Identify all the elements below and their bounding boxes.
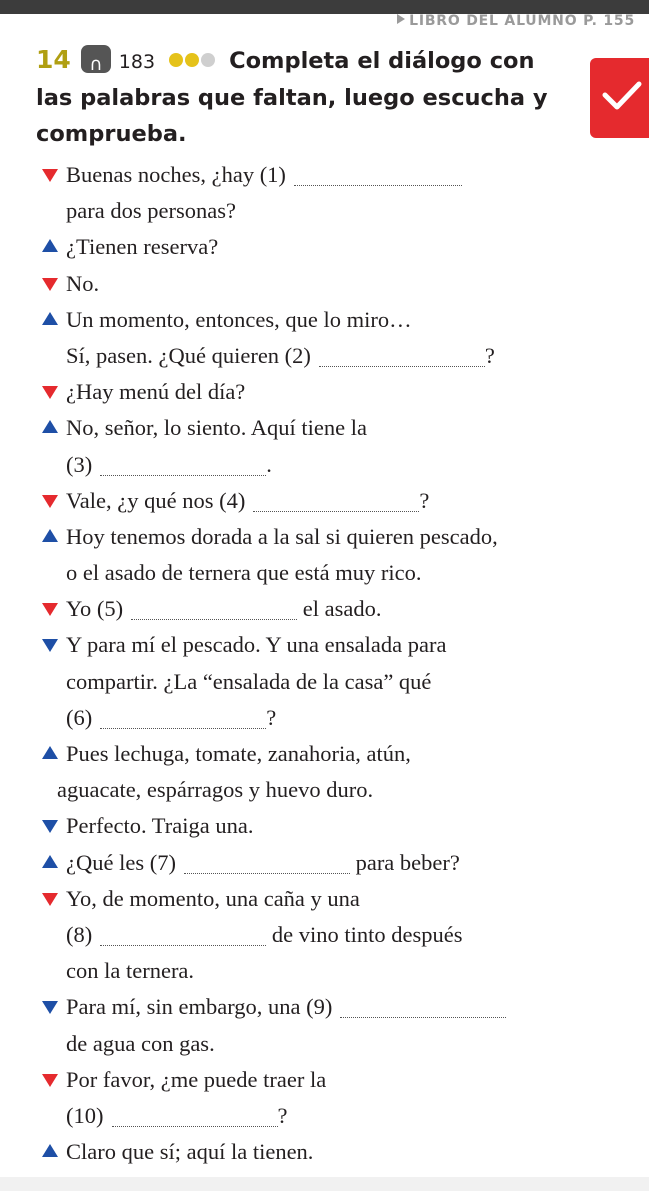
dialogue-line-content [66, 736, 411, 772]
dialogue-text: Buenas noches, ¿hay (1) [66, 162, 286, 187]
dialogue-text: Hoy tenemos dorada a la sal si quieren pescado, [66, 523, 498, 549]
dialogue-line [0, 410, 649, 446]
difficulty-dot [169, 53, 183, 67]
dialogue-line [0, 157, 649, 193]
dialogue-line [0, 664, 649, 700]
speaker-up-triangle-icon [42, 529, 58, 542]
dialogue-line-content [66, 157, 462, 193]
dialogue-line-content [66, 1098, 288, 1134]
answer-blank[interactable] [340, 993, 506, 1018]
dialogue-text: Por favor, ¿me puede traer la [66, 1066, 327, 1092]
dialogue [0, 157, 649, 1170]
dialogue-text: ¿Tienen reserva? [66, 234, 219, 260]
dialogue-line [0, 1098, 649, 1134]
dialogue-text: Para mí, sin embargo, una (9) [66, 994, 333, 1020]
answer-blank[interactable] [319, 342, 485, 367]
speaker-down-triangle-icon [42, 639, 58, 652]
dialogue-text: Pues lechuga, tomate, zanahoria, atún, [66, 741, 411, 766]
answer-blank[interactable] [112, 1102, 278, 1127]
dialogue-line [0, 808, 649, 844]
dialogue-line [0, 374, 649, 410]
dialogue-line-content [66, 881, 360, 917]
dialogue-line [0, 917, 649, 953]
instruction-line-3: comprueba. [36, 121, 187, 147]
speaker-down-triangle-icon [42, 495, 58, 508]
dialogue-text: Sí, pasen. ¿Qué quieren (2) [66, 342, 311, 368]
dialogue-text-after-blank: ? [266, 704, 277, 730]
dialogue-line-content [66, 447, 272, 483]
dialogue-line-content [66, 410, 367, 446]
dialogue-text: o el asado de ternera que está muy rico. [66, 560, 422, 586]
difficulty-dots [169, 42, 217, 78]
dialogue-text: (3) [66, 451, 93, 477]
dialogue-line-content [66, 953, 194, 989]
dialogue-text: de agua con gas. [66, 1030, 215, 1056]
dialogue-text: Vale, ¿y qué nos (4) [66, 487, 246, 513]
dialogue-line [0, 772, 649, 808]
dialogue-text: Y para mí el pescado. Y una ensalada para [66, 632, 447, 658]
dialogue-line [0, 555, 649, 591]
difficulty-dot [185, 53, 199, 67]
instruction-line-1: Completa el diálogo con [229, 48, 535, 74]
speaker-down-triangle-icon [42, 386, 58, 399]
dialogue-text-after-blank: el asado. [297, 596, 382, 622]
dialogue-text: Yo, de momento, una caña y una [66, 885, 360, 911]
speaker-down-triangle-icon [42, 893, 58, 906]
dialogue-line-content [66, 483, 429, 519]
dialogue-text: (10) [66, 1102, 104, 1128]
dialogue-line [0, 736, 649, 772]
dialogue-text-after-blank: ? [419, 487, 430, 513]
footer-strip [0, 1177, 649, 1191]
dialogue-line-content [66, 808, 253, 844]
dialogue-text: aguacate, espárragos y huevo duro. [57, 777, 374, 803]
dialogue-line [0, 591, 649, 627]
dialogue-line [0, 1026, 649, 1062]
speaker-up-triangle-icon [42, 239, 58, 252]
speaker-up-triangle-icon [42, 855, 58, 868]
dialogue-line [0, 1062, 649, 1098]
dialogue-text-after-blank: . [266, 451, 272, 477]
answer-blank[interactable] [100, 704, 266, 729]
dialogue-line [0, 483, 649, 519]
book-reference [397, 13, 635, 29]
dialogue-text: Perfecto. Traiga una. [66, 813, 254, 839]
dialogue-line-content [66, 519, 498, 555]
dialogue-text-after-blank: para beber? [349, 849, 460, 875]
dialogue-line [0, 447, 649, 483]
dialogue-line-content [66, 338, 495, 374]
dialogue-line-content [66, 664, 431, 700]
dialogue-text: Un momento, entonces, que lo miro… [66, 306, 412, 332]
answer-blank[interactable] [184, 849, 350, 874]
top-bar [0, 0, 649, 14]
dialogue-line-content [66, 1134, 313, 1170]
dialogue-line-content [66, 193, 236, 229]
dialogue-line-content [66, 229, 218, 265]
difficulty-dot [201, 53, 215, 67]
instruction-line-2: las palabras que faltan, luego escucha y [36, 85, 548, 111]
answer-blank[interactable] [294, 161, 462, 186]
dialogue-text: Yo (5) [66, 596, 124, 622]
dialogue-line-content [66, 266, 99, 302]
book-reference-text: LIBRO DEL ALUMNO P. 155 [409, 13, 635, 29]
audio-track-number: 183 [118, 51, 156, 73]
dialogue-text: ¿Qué les (7) [66, 849, 176, 875]
dialogue-line [0, 989, 649, 1025]
dialogue-line-content [66, 917, 462, 953]
dialogue-line [0, 302, 649, 338]
dialogue-text: con la ternera. [66, 958, 195, 984]
dialogue-line-content [57, 772, 373, 808]
answer-blank[interactable] [253, 487, 419, 512]
dialogue-line [0, 229, 649, 265]
exercise-number: 14 [36, 45, 71, 74]
dialogue-text: No. [66, 270, 100, 296]
dialogue-text: (6) [66, 704, 93, 730]
speaker-down-triangle-icon [42, 278, 58, 291]
speaker-up-triangle-icon [42, 312, 58, 325]
speaker-down-triangle-icon [42, 820, 58, 833]
exercise-header [36, 42, 556, 152]
dialogue-line [0, 845, 649, 881]
dialogue-text: para dos personas? [66, 198, 236, 224]
check-answer-button[interactable] [590, 58, 649, 138]
dialogue-line [0, 627, 649, 663]
dialogue-line-content [66, 1026, 215, 1062]
dialogue-line-content [66, 555, 421, 591]
speaker-down-triangle-icon [42, 169, 58, 182]
dialogue-line-content [66, 374, 245, 410]
dialogue-text-after-blank: ? [484, 342, 495, 368]
dialogue-line [0, 519, 649, 555]
answer-blank[interactable] [131, 595, 297, 620]
dialogue-text: ¿Hay menú del día? [66, 379, 246, 405]
headphones-icon[interactable]: ∩ [81, 45, 111, 73]
dialogue-text: (8) [66, 921, 93, 947]
dialogue-text: compartir. ¿La “ensalada de la casa” qué [66, 668, 432, 694]
speaker-up-triangle-icon [42, 420, 58, 433]
dialogue-text-after-blank: ? [277, 1102, 288, 1128]
dialogue-line [0, 193, 649, 229]
dialogue-line-content [66, 591, 381, 627]
dialogue-line-content [66, 845, 460, 881]
dialogue-line-content [66, 302, 412, 338]
dialogue-line [0, 700, 649, 736]
dialogue-line-content [66, 627, 446, 663]
dialogue-line-content [66, 700, 276, 736]
speaker-down-triangle-icon [42, 603, 58, 616]
dialogue-text-after-blank: de vino tinto después [266, 921, 463, 947]
dialogue-line [0, 953, 649, 989]
answer-blank[interactable] [100, 921, 266, 946]
dialogue-line [0, 881, 649, 917]
checkmark-icon [602, 80, 642, 112]
speaker-down-triangle-icon [42, 1001, 58, 1014]
dialogue-line-content [66, 989, 506, 1025]
answer-blank[interactable] [100, 451, 266, 476]
dialogue-line [0, 266, 649, 302]
speaker-up-triangle-icon [42, 1144, 58, 1157]
dialogue-text: Claro que sí; aquí la tienen. [66, 1139, 314, 1165]
dialogue-text: No, señor, lo siento. Aquí tiene la [66, 415, 367, 441]
dialogue-line [0, 1134, 649, 1170]
dialogue-line [0, 338, 649, 374]
pointer-icon [397, 14, 405, 24]
dialogue-line-content [66, 1062, 326, 1098]
speaker-down-triangle-icon [42, 1074, 58, 1087]
speaker-up-triangle-icon [42, 746, 58, 759]
